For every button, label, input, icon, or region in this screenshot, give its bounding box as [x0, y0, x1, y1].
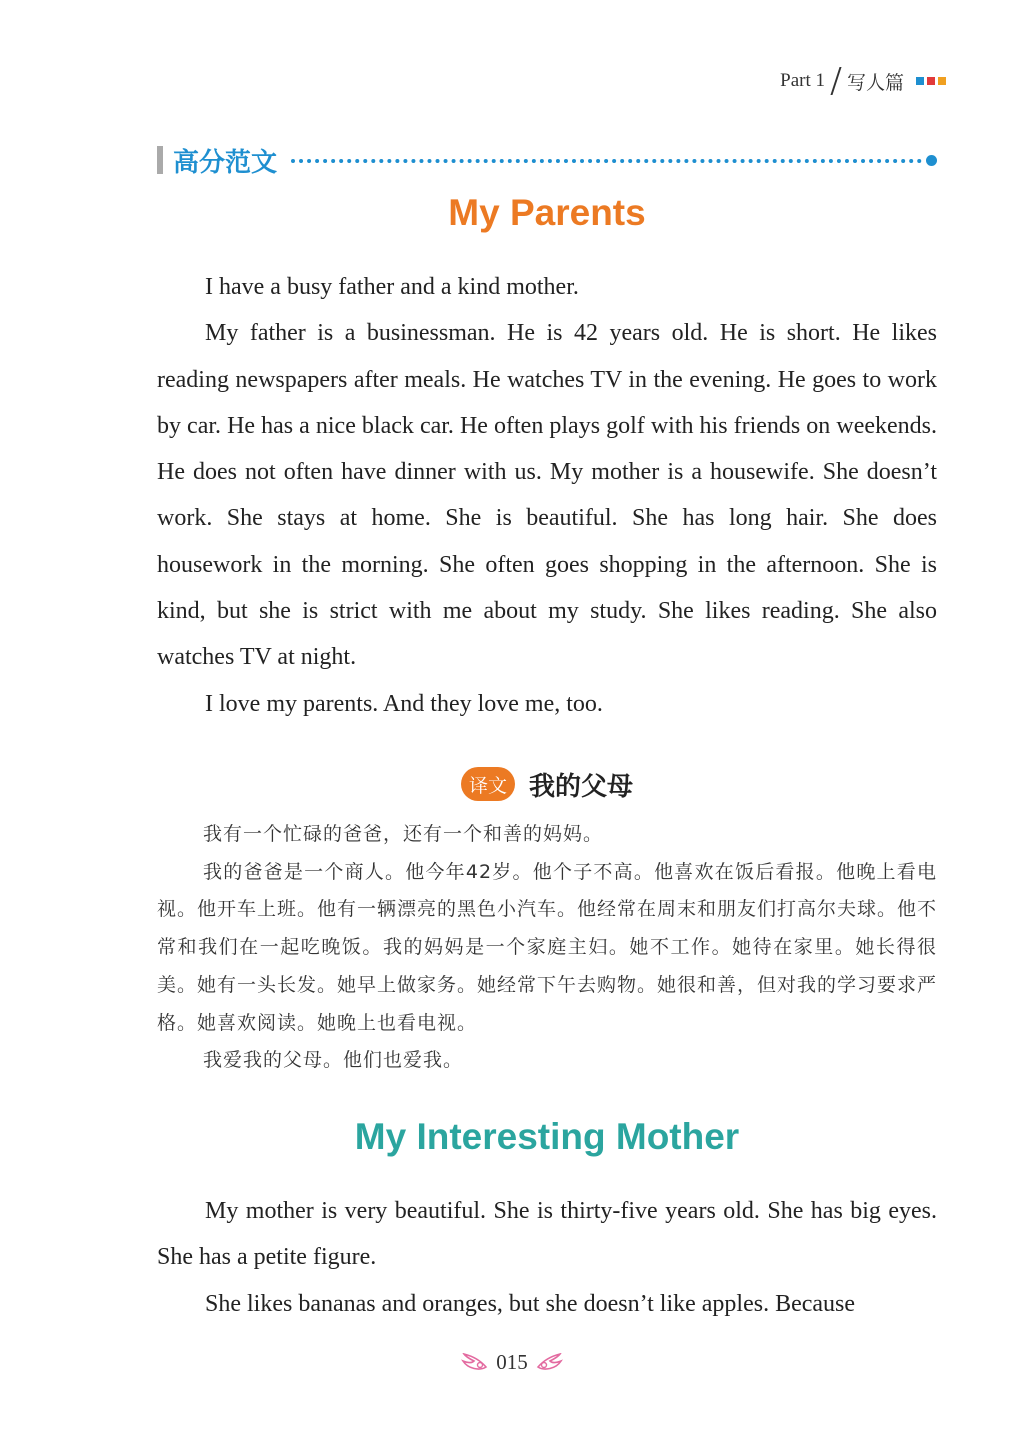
- essay1-paragraph: I love my parents. And they love me, too.: [205, 690, 603, 717]
- category-label: 写人篇: [846, 71, 904, 94]
- running-header: [780, 66, 946, 96]
- translation-paragraph: 我有一个忙碌的爸爸，还有一个和善的妈妈。: [203, 823, 604, 845]
- page-footer: [0, 1350, 1024, 1375]
- square-blue: [916, 77, 924, 85]
- left-wing-icon: [460, 1353, 488, 1373]
- essay1-paragraph: My father is a businessman. He is 42 years old. He is short. He likes reading newspapers after meals. He watches TV in the evening. He goes to work by car. He has a nice black car. He often plays golf with his friends on weekends. He does not often have dinner with us. My mother is a housewife. She doesn’t work. She stays at home. She is beautiful. She has long hair. She does housework in the morning. She often goes shopping in the afternoon. She is kind, but she is strict with me about my study. She likes reading. She also watches TV at night.: [157, 320, 937, 671]
- translation-body: [157, 816, 937, 1080]
- essay2-paragraph: She likes bananas and oranges, but she doesn’t like apples. Because: [205, 1290, 856, 1317]
- right-wing-icon: [536, 1353, 564, 1373]
- section-header: [157, 140, 937, 180]
- square-red: [927, 77, 935, 85]
- translation-title: 我的父母: [528, 771, 633, 802]
- dotted-rule: [291, 159, 922, 163]
- color-squares: [916, 77, 946, 85]
- header-divider: [830, 67, 841, 95]
- section-bar: [157, 146, 163, 174]
- part-label: Part 1: [780, 70, 825, 91]
- rule-end-dot: [926, 155, 937, 166]
- essay1-title: My Parents: [448, 192, 646, 233]
- page-number: 015: [496, 1350, 528, 1374]
- translation-paragraph: 我的爸爸是一个商人。他今年42岁。他个子不高。他喜欢在饭后看报。他晚上看电视。他开车上班。他有一辆漂亮的黑色小汽车。他经常在周末和朋友们打高尔夫球。他不常和我们在一起吃晚饭。我的妈妈是一个家庭主妇。她不工作。她待在家里。她长得很美。她有一头长发。她早上做家务。她经常下午去购物。她很和善，但对我的学习要求严格。她喜欢阅读。她晚上也看电视。: [157, 860, 938, 1034]
- translation-paragraph: 我爱我的父母。他们也爱我。: [203, 1049, 464, 1072]
- essay2-body: [157, 1188, 937, 1327]
- section-title: 高分范文: [173, 147, 278, 178]
- essay2-paragraph: My mother is very beautiful. She is thirty-five years old. She has big eyes. She has a petite figure.: [157, 1198, 937, 1271]
- square-orange: [938, 77, 946, 85]
- essay1-paragraph: I have a busy father and a kind mother.: [205, 274, 579, 300]
- translation-header: [157, 764, 937, 804]
- translation-badge: 译文: [461, 767, 515, 801]
- essay1-body: [157, 264, 937, 727]
- essay2-title: My Interesting Mother: [354, 1116, 740, 1157]
